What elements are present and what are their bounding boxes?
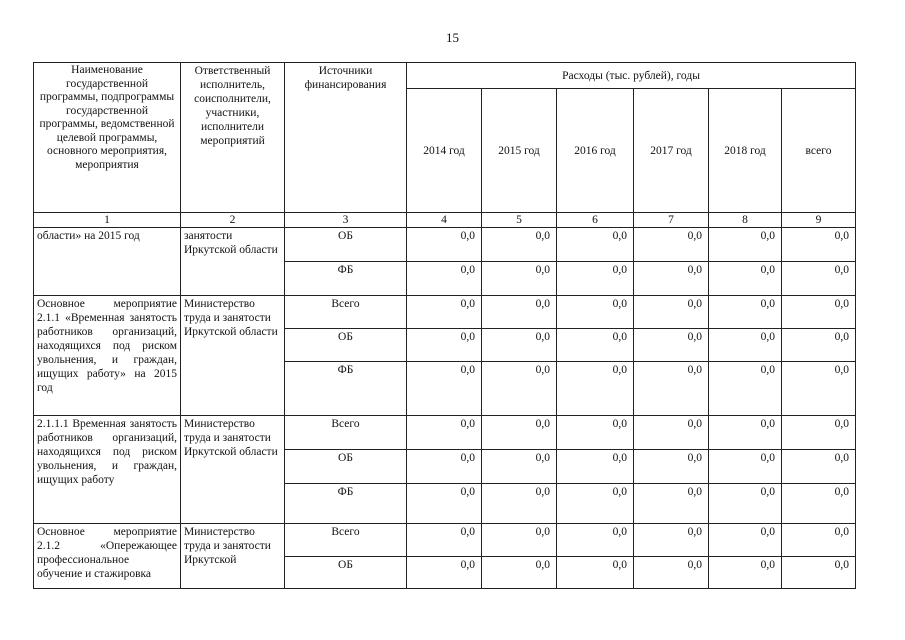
- value-cell: 0,0: [782, 296, 856, 329]
- header-source: Источники финансирования: [285, 63, 407, 213]
- activity-name: Основное мероприятие 2.1.1 «Временная занятость работников организаций, находящихся под риском увольнения, и граждан, ищущих работу» на 2015 год: [34, 296, 181, 416]
- value-cell: 0,0: [482, 524, 557, 557]
- column-number: 4: [407, 213, 482, 228]
- column-number: 3: [285, 213, 407, 228]
- value-cell: 0,0: [709, 362, 782, 416]
- funding-source: Всего: [285, 524, 407, 557]
- column-number: 1: [34, 213, 181, 228]
- value-cell: 0,0: [634, 329, 709, 362]
- value-cell: 0,0: [782, 557, 856, 589]
- value-cell: 0,0: [407, 296, 482, 329]
- value-cell: 0,0: [482, 484, 557, 524]
- funding-source: ОБ: [285, 450, 407, 484]
- table-row: [34, 296, 856, 329]
- value-cell: 0,0: [482, 228, 557, 262]
- value-cell: 0,0: [407, 329, 482, 362]
- header-expenses: Расходы (тыс. рублей), годы: [407, 63, 856, 89]
- value-cell: 0,0: [482, 262, 557, 296]
- value-cell: 0,0: [407, 362, 482, 416]
- value-cell: 0,0: [709, 416, 782, 450]
- value-cell: 0,0: [557, 362, 634, 416]
- value-cell: 0,0: [634, 484, 709, 524]
- value-cell: 0,0: [634, 524, 709, 557]
- value-cell: 0,0: [709, 524, 782, 557]
- budget-table: [33, 62, 856, 589]
- value-cell: 0,0: [709, 329, 782, 362]
- table-row: [34, 416, 856, 450]
- value-cell: 0,0: [407, 557, 482, 589]
- header-year: 2017 год: [634, 89, 709, 213]
- table-row: [34, 524, 856, 557]
- executor-name: Министерство труда и занятости Иркутской области: [181, 296, 285, 416]
- value-cell: 0,0: [782, 262, 856, 296]
- value-cell: 0,0: [634, 296, 709, 329]
- column-number: 5: [482, 213, 557, 228]
- executor-name: занятости Иркутской области: [181, 228, 285, 296]
- activity-name: области» на 2015 год: [34, 228, 181, 296]
- value-cell: 0,0: [709, 296, 782, 329]
- value-cell: 0,0: [557, 557, 634, 589]
- funding-source: ОБ: [285, 329, 407, 362]
- value-cell: 0,0: [782, 228, 856, 262]
- funding-source: ФБ: [285, 484, 407, 524]
- value-cell: 0,0: [407, 262, 482, 296]
- header-year: 2016 год: [557, 89, 634, 213]
- value-cell: 0,0: [634, 416, 709, 450]
- column-number: 7: [634, 213, 709, 228]
- funding-source: ОБ: [285, 228, 407, 262]
- value-cell: 0,0: [782, 329, 856, 362]
- header-year: 2014 год: [407, 89, 482, 213]
- value-cell: 0,0: [557, 416, 634, 450]
- value-cell: 0,0: [557, 450, 634, 484]
- value-cell: 0,0: [407, 228, 482, 262]
- header-executor: Ответственный исполнитель, соисполнители, участники, исполнители мероприятий: [181, 63, 285, 213]
- value-cell: 0,0: [634, 450, 709, 484]
- value-cell: 0,0: [782, 450, 856, 484]
- value-cell: 0,0: [482, 557, 557, 589]
- column-number: 6: [557, 213, 634, 228]
- column-number: 8: [709, 213, 782, 228]
- value-cell: 0,0: [782, 362, 856, 416]
- funding-source: ФБ: [285, 262, 407, 296]
- value-cell: 0,0: [634, 557, 709, 589]
- value-cell: 0,0: [407, 524, 482, 557]
- value-cell: 0,0: [709, 557, 782, 589]
- value-cell: 0,0: [557, 524, 634, 557]
- column-number: 2: [181, 213, 285, 228]
- value-cell: 0,0: [782, 524, 856, 557]
- value-cell: 0,0: [557, 296, 634, 329]
- funding-source: Всего: [285, 416, 407, 450]
- value-cell: 0,0: [482, 362, 557, 416]
- executor-name: Министерство труда и занятости Иркутской: [181, 524, 285, 589]
- value-cell: 0,0: [557, 228, 634, 262]
- value-cell: 0,0: [407, 450, 482, 484]
- value-cell: 0,0: [709, 484, 782, 524]
- value-cell: 0,0: [709, 262, 782, 296]
- header-name: Наименование государственной программы, подпрограммы государственной программы, ведомственной целевой программы, основного мероприятия, мероприятия: [34, 63, 181, 213]
- funding-source: Всего: [285, 296, 407, 329]
- value-cell: 0,0: [557, 262, 634, 296]
- value-cell: 0,0: [782, 416, 856, 450]
- value-cell: 0,0: [634, 362, 709, 416]
- value-cell: 0,0: [634, 228, 709, 262]
- value-cell: 0,0: [482, 296, 557, 329]
- value-cell: 0,0: [482, 329, 557, 362]
- header-year: 2015 год: [482, 89, 557, 213]
- value-cell: 0,0: [407, 484, 482, 524]
- activity-name: 2.1.1.1 Временная занятость работников организаций, находящихся под риском увольнения, и граждан, ищущих работу: [34, 416, 181, 524]
- table-row: [34, 228, 856, 262]
- column-number: 9: [782, 213, 856, 228]
- value-cell: 0,0: [407, 416, 482, 450]
- value-cell: 0,0: [709, 228, 782, 262]
- value-cell: 0,0: [557, 329, 634, 362]
- funding-source: ОБ: [285, 557, 407, 589]
- header-total: всего: [782, 89, 856, 213]
- value-cell: 0,0: [482, 416, 557, 450]
- executor-name: Министерство труда и занятости Иркутской области: [181, 416, 285, 524]
- value-cell: 0,0: [634, 262, 709, 296]
- funding-source: ФБ: [285, 362, 407, 416]
- value-cell: 0,0: [709, 450, 782, 484]
- activity-name: Основное мероприятие 2.1.2 «Опережающее профессиональное обучение и стажировка: [34, 524, 181, 589]
- value-cell: 0,0: [782, 484, 856, 524]
- value-cell: 0,0: [557, 484, 634, 524]
- page-number: 15: [446, 30, 459, 45]
- value-cell: 0,0: [482, 450, 557, 484]
- header-year: 2018 год: [709, 89, 782, 213]
